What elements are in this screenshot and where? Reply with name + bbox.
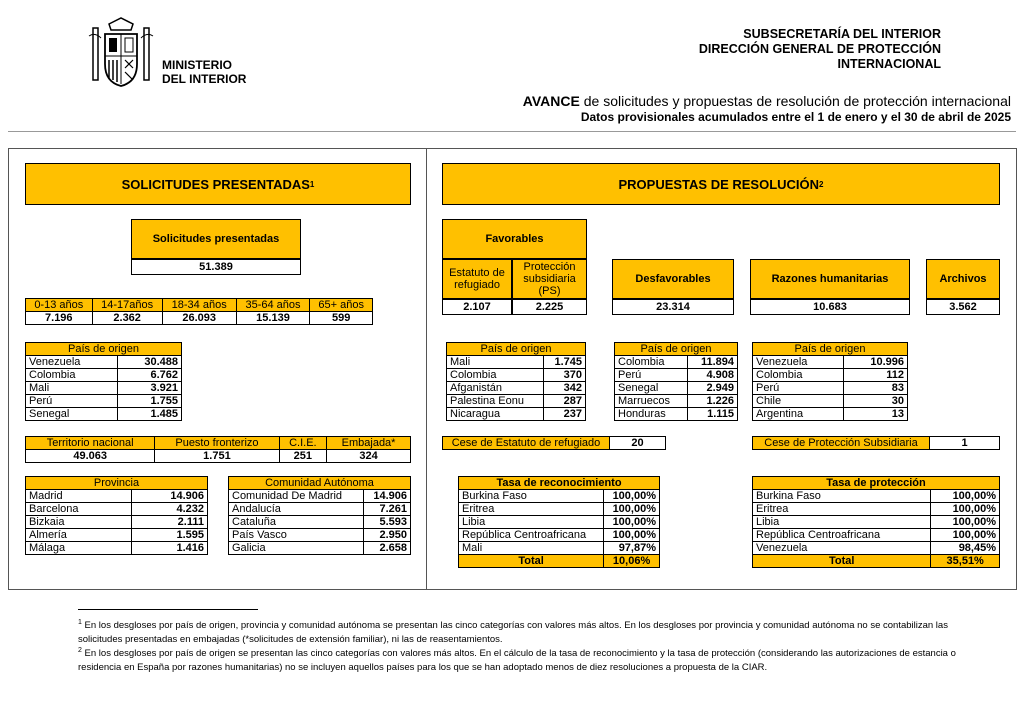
table-row xyxy=(753,490,1000,503)
value: 14.906 xyxy=(131,490,207,503)
propuestas-title-sup: 2 xyxy=(819,179,824,189)
table-row xyxy=(459,542,660,555)
desfavorables-value: 23.314 xyxy=(612,299,734,315)
value: 11.894 xyxy=(688,356,738,369)
favorables-label: Favorables xyxy=(442,219,587,259)
value: 100,00% xyxy=(931,503,1000,516)
origin-header: País de origen xyxy=(26,343,182,356)
province: Bizkaia xyxy=(26,516,132,529)
country: Argentina xyxy=(753,408,844,421)
table-row xyxy=(615,395,738,408)
header-divider xyxy=(8,131,1016,132)
value: 2.950 xyxy=(364,529,411,542)
place-value: 1.751 xyxy=(155,450,279,463)
age-value: 599 xyxy=(310,312,373,325)
age-header: 0-13 años xyxy=(26,299,93,312)
value: 342 xyxy=(544,382,586,395)
age-value: 15.139 xyxy=(236,312,310,325)
community: Galicia xyxy=(229,542,364,555)
cese-ps-label: Cese de Protección Subsidiaria xyxy=(753,437,930,450)
value: 14.906 xyxy=(364,490,411,503)
country: Libia xyxy=(459,516,604,529)
value: 100,00% xyxy=(604,503,660,516)
value: 100,00% xyxy=(604,490,660,503)
value: 100,00% xyxy=(931,529,1000,542)
place-value: 49.063 xyxy=(26,450,155,463)
archivos-value: 3.562 xyxy=(926,299,1000,315)
department-line-2: DIRECCIÓN GENERAL DE PROTECCIÓN xyxy=(698,42,941,56)
value: 112 xyxy=(844,369,908,382)
estatuto-label: Estatuto de refugiado xyxy=(442,259,512,299)
origin-header: País de origen xyxy=(447,343,586,356)
footnote-2-marker: 2 xyxy=(78,647,82,654)
tasa-prot-header: Tasa de protección xyxy=(753,477,1000,490)
table-row xyxy=(447,382,586,395)
table-row xyxy=(753,542,1000,555)
table-row xyxy=(26,408,182,421)
table-row xyxy=(459,503,660,516)
razones-origin-table xyxy=(752,342,908,421)
value: 4.908 xyxy=(688,369,738,382)
cese-estatuto-value: 20 xyxy=(610,437,666,450)
cese-ps-table xyxy=(752,436,1000,450)
country: Perú xyxy=(26,395,118,408)
province: Barcelona xyxy=(26,503,132,516)
value: 30.488 xyxy=(117,356,181,369)
age-value: 2.362 xyxy=(92,312,162,325)
value: 5.593 xyxy=(364,516,411,529)
country: Palestina Eonu xyxy=(447,395,544,408)
country: Eritrea xyxy=(459,503,604,516)
country: Mali xyxy=(447,356,544,369)
table-row xyxy=(229,542,411,555)
place-value: 324 xyxy=(327,450,411,463)
value: 1.595 xyxy=(131,529,207,542)
value: 4.232 xyxy=(131,503,207,516)
value: 1.416 xyxy=(131,542,207,555)
age-header: 35-64 años xyxy=(236,299,310,312)
country: Libia xyxy=(753,516,931,529)
report-subtitle: Datos provisionales acumulados entre el 1 de enero y el 30 de abril de 2025 xyxy=(580,110,1011,124)
footnote-1-marker: 1 xyxy=(78,619,82,626)
tasa-proteccion-table xyxy=(752,476,1000,568)
solicitudes-total-value: 51.389 xyxy=(131,259,301,275)
table-row xyxy=(447,356,586,369)
table-row xyxy=(26,382,182,395)
solicitudes-title xyxy=(25,163,411,205)
value: 1.485 xyxy=(117,408,181,421)
place-value: 251 xyxy=(279,450,327,463)
country: Afganistán xyxy=(447,382,544,395)
value: 13 xyxy=(844,408,908,421)
province: Almería xyxy=(26,529,132,542)
age-value: 7.196 xyxy=(26,312,93,325)
value: 100,00% xyxy=(604,516,660,529)
value: 2.111 xyxy=(131,516,207,529)
table-row xyxy=(753,395,908,408)
report-title-bold: AVANCE xyxy=(522,93,580,109)
value: 2.658 xyxy=(364,542,411,555)
country: República Centroafricana xyxy=(753,529,931,542)
table-row xyxy=(26,542,208,555)
country: Perú xyxy=(753,382,844,395)
department-line-3: INTERNACIONAL xyxy=(837,57,941,71)
place-header: Puesto fronterizo xyxy=(155,437,279,450)
country: Burkina Faso xyxy=(459,490,604,503)
footnote-1-text: En los desgloses por país de origen, provincia y comunidad autónoma se presentan las cinco categorías con valores más altos. En los desgloses por provincia y comunidad autónoma no se contabilizan las solicitudes presentadas en embajadas (*solicitudes de extensión familiar), ni las de reasentamientos. xyxy=(78,620,948,646)
value: 1.115 xyxy=(688,408,738,421)
country: Venezuela xyxy=(753,542,931,555)
value: 100,00% xyxy=(931,516,1000,529)
table-row xyxy=(26,503,208,516)
table-row xyxy=(615,382,738,395)
country: Venezuela xyxy=(753,356,844,369)
table-row xyxy=(447,408,586,421)
propuestas-title xyxy=(442,163,1000,205)
province-table xyxy=(25,476,208,555)
cese-estatuto-label: Cese de Estatuto de refugiado xyxy=(443,437,610,450)
community: País Vasco xyxy=(229,529,364,542)
table-row xyxy=(229,503,411,516)
origin-header: País de origen xyxy=(615,343,738,356)
value: 237 xyxy=(544,408,586,421)
value: 7.261 xyxy=(364,503,411,516)
country: Honduras xyxy=(615,408,688,421)
value: 287 xyxy=(544,395,586,408)
solicitudes-title-sup: 1 xyxy=(309,179,315,189)
table-row xyxy=(26,369,182,382)
province: Málaga xyxy=(26,542,132,555)
country: Mali xyxy=(459,542,604,555)
table-row xyxy=(753,369,908,382)
value: 100,00% xyxy=(931,490,1000,503)
table-row xyxy=(753,503,1000,516)
country: Burkina Faso xyxy=(753,490,931,503)
footnote-2-text: En los desgloses por país de origen se presentan las cinco categorías con valores más altos. En el cálculo de la tasa de reconocimiento y la tasa de protección (considerando las autorizaciones de estancia o residencia en España por razones humanitarias) no se incluyen aquellos países para los que se han adoptado menos de diez resoluciones a propuesta de la CIAR. xyxy=(78,648,956,674)
age-header: 18-34 años xyxy=(162,299,236,312)
province-header: Provincia xyxy=(26,477,208,490)
country: Colombia xyxy=(615,356,688,369)
total-value: 35,51% xyxy=(931,555,1000,568)
table-row xyxy=(459,529,660,542)
value: 370 xyxy=(544,369,586,382)
cese-ps-value: 1 xyxy=(930,437,1000,450)
footnote-1 xyxy=(78,616,958,647)
razones-label: Razones humanitarias xyxy=(750,259,910,299)
country: Venezuela xyxy=(26,356,118,369)
origin-header: País de origen xyxy=(753,343,908,356)
table-row xyxy=(26,490,208,503)
ministry-name xyxy=(162,58,246,86)
ps-value: 2.225 xyxy=(512,299,587,315)
desf-origin-table xyxy=(614,342,738,421)
value: 97,87% xyxy=(604,542,660,555)
table-row xyxy=(229,529,411,542)
razones-value: 10.683 xyxy=(750,299,910,315)
table-row xyxy=(26,395,182,408)
table-row xyxy=(753,529,1000,542)
total-label: Total xyxy=(753,555,931,568)
cese-estatuto-table xyxy=(442,436,666,450)
ccaa-table xyxy=(228,476,411,555)
table-row xyxy=(753,356,908,369)
fav-origin-table xyxy=(446,342,586,421)
country: Colombia xyxy=(447,369,544,382)
ps-label: Protección subsidiaria (PS) xyxy=(512,259,587,299)
community: Andalucía xyxy=(229,503,364,516)
province: Madrid xyxy=(26,490,132,503)
table-row xyxy=(229,516,411,529)
value: 3.921 xyxy=(117,382,181,395)
panel-divider xyxy=(426,148,427,589)
ministry-line-2: DEL INTERIOR xyxy=(162,72,247,86)
table-row xyxy=(229,490,411,503)
table-row xyxy=(459,516,660,529)
age-header: 14-17años xyxy=(92,299,162,312)
age-header: 65+ años xyxy=(310,299,373,312)
country: República Centroafricana xyxy=(459,529,604,542)
place-header: Territorio nacional xyxy=(26,437,155,450)
value: 6.762 xyxy=(117,369,181,382)
table-row xyxy=(615,369,738,382)
total-value: 10,06% xyxy=(604,555,660,568)
tasa-rec-header: Tasa de reconocimiento xyxy=(459,477,660,490)
table-row xyxy=(753,382,908,395)
place-table xyxy=(25,436,411,463)
country: Colombia xyxy=(26,369,118,382)
country: Colombia xyxy=(753,369,844,382)
table-row xyxy=(26,529,208,542)
left-origin-table xyxy=(25,342,182,421)
table-row xyxy=(459,490,660,503)
country: Nicaragua xyxy=(447,408,544,421)
age-value: 26.093 xyxy=(162,312,236,325)
age-table xyxy=(25,298,373,325)
table-row xyxy=(447,395,586,408)
community: Cataluña xyxy=(229,516,364,529)
archivos-label: Archivos xyxy=(926,259,1000,299)
country: Eritrea xyxy=(753,503,931,516)
table-row xyxy=(26,516,208,529)
solicitudes-total-label: Solicitudes presentadas xyxy=(131,219,301,259)
footnote-divider xyxy=(78,609,258,610)
tasa-reconocimiento-table xyxy=(458,476,660,568)
report-title-rest: de solicitudes y propuestas de resolución de protección internacional xyxy=(579,93,1011,109)
value: 1.226 xyxy=(688,395,738,408)
value: 10.996 xyxy=(844,356,908,369)
value: 1.755 xyxy=(117,395,181,408)
table-row xyxy=(447,369,586,382)
coat-of-arms-icon xyxy=(87,16,155,90)
country: Senegal xyxy=(615,382,688,395)
solicitudes-title-text: SOLICITUDES PRESENTADAS xyxy=(121,176,310,192)
community: Comunidad De Madrid xyxy=(229,490,364,503)
department-line-1: SUBSECRETARÍA DEL INTERIOR xyxy=(743,27,941,41)
desfavorables-label: Desfavorables xyxy=(612,259,734,299)
table-row xyxy=(615,408,738,421)
total-label: Total xyxy=(459,555,604,568)
country: Marruecos xyxy=(615,395,688,408)
table-row xyxy=(26,356,182,369)
country: Mali xyxy=(26,382,118,395)
table-row xyxy=(615,356,738,369)
ministry-line-1: MINISTERIO xyxy=(162,58,233,72)
country: Perú xyxy=(615,369,688,382)
country: Chile xyxy=(753,395,844,408)
footnote-2 xyxy=(78,644,958,675)
value: 83 xyxy=(844,382,908,395)
value: 2.949 xyxy=(688,382,738,395)
value: 98,45% xyxy=(931,542,1000,555)
place-header: C.I.E. xyxy=(279,437,327,450)
value: 100,00% xyxy=(604,529,660,542)
table-row xyxy=(753,408,908,421)
value: 1.745 xyxy=(544,356,586,369)
ccaa-header: Comunidad Autónoma xyxy=(229,477,411,490)
report-title xyxy=(523,93,1011,109)
propuestas-title-text: PROPUESTAS DE RESOLUCIÓN xyxy=(618,176,820,192)
estatuto-value: 2.107 xyxy=(442,299,512,315)
place-header: Embajada* xyxy=(327,437,411,450)
department-header xyxy=(699,27,941,72)
table-row xyxy=(753,516,1000,529)
country: Senegal xyxy=(26,408,118,421)
value: 30 xyxy=(844,395,908,408)
